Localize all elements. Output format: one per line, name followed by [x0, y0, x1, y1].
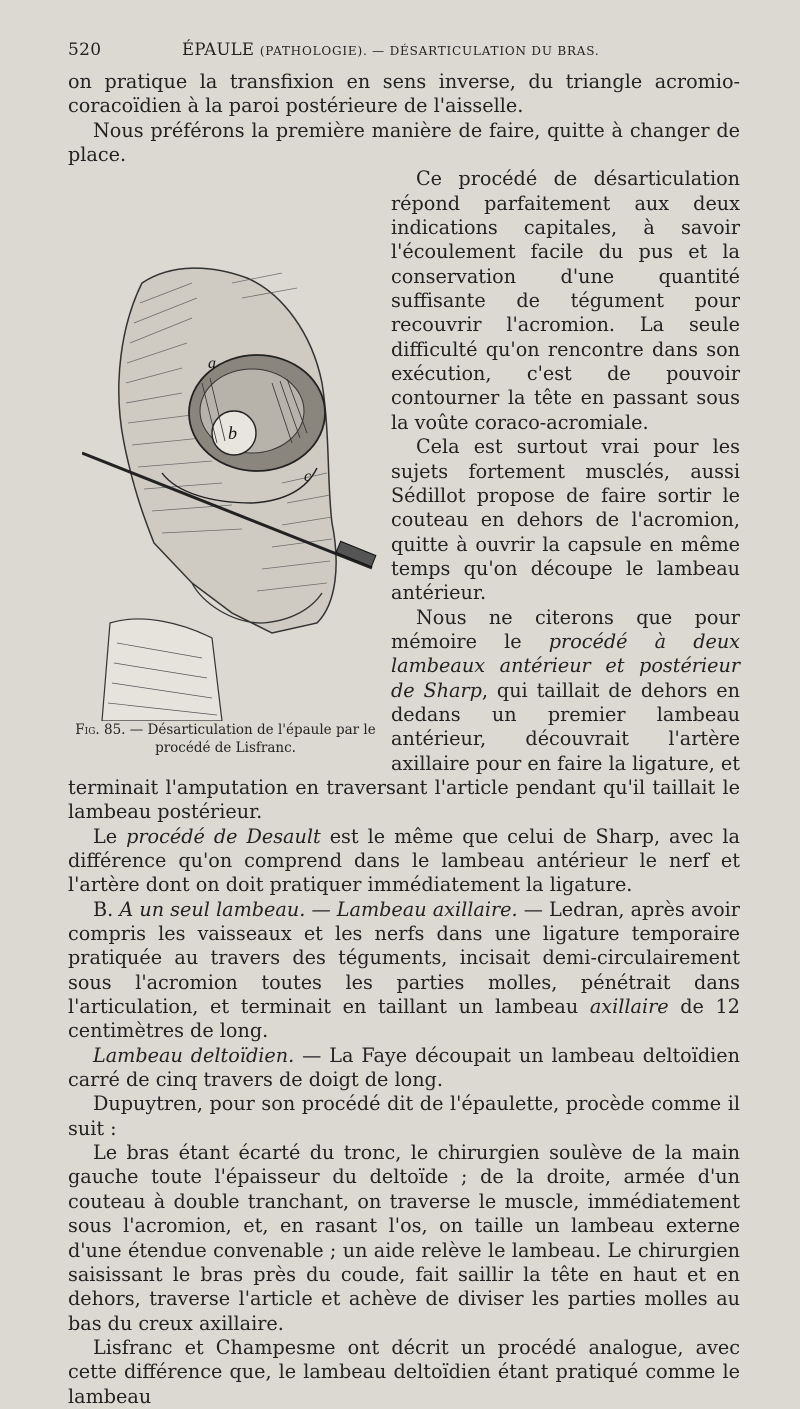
running-title-sub: (PATHOLOGIE). — DÉSARTICULATION DU BRAS. — [259, 44, 600, 58]
figure-label: Fig. 85. — [75, 722, 126, 739]
paragraph: Ce procédé de désarticulation répond parfaitement aux deux indications capitales, à savoir l'écoulement facile du pus et la conservation d'une quantité suffisante de tégument pour recouvrir l'acromion. La seule difficulté qu'on rencontre dans son exécution, c'est de pouvoir contourner la tête en passant sous la voûte coraco-acromiale. — [391, 167, 740, 434]
text-run: Le — [93, 824, 127, 848]
text-run: B. — [93, 897, 120, 921]
paragraph: Cela est surtout vrai pour les sujets fortement musclés, aussi Sédillot propose de faire sortir le couteau en dehors de l'acromion, quitte à ouvrir la capsule en même temps qu'on découpe le lambeau antérieur. — [391, 435, 740, 605]
page-number: 520 — [68, 40, 102, 60]
label-a: a — [208, 355, 216, 373]
text-run-italic: procédé à deux lambeaux antérieur et postérieur de Sharp — [391, 629, 741, 702]
text-run-italic: Lambeau deltoïdien. — [93, 1043, 295, 1067]
running-title — [182, 40, 599, 59]
label-b: b — [228, 423, 237, 444]
text-run: , qui taillait de dehors en dedans un premier lambeau antérieur, découvrait l'artère axillaire pour en faire la ligature, et terminait l'amputation en traversant l'article pendant qu'il taillait le lambeau postérieur. — [68, 678, 740, 824]
body-text — [68, 70, 740, 1409]
text-run: de 12 centimètres de long. — [68, 995, 740, 1043]
running-title-main: ÉPAULE — [182, 40, 255, 59]
text-run: — Ledran, après avoir compris les vaisseaux et les nerfs dans une ligature temporaire pratiquée au travers des téguments, incisait demi-circulairement sous l'acromion toutes les parties molles, pénétrait dans l'articulation, et terminait en taillant un lambeau — [68, 897, 740, 1019]
running-header — [68, 40, 740, 68]
paragraph: Le bras étant écarté du tronc, le chirurgien soulève de la main gauche toute l'épaisseur du deltoïde ; de la droite, armée d'un couteau à double tranchant, on traverse le muscle, immédiatement sous l'acromion, et, en rasant l'os, on taille un lambeau externe d'une étendue convenable ; un aide relève le lambeau. Le chirurgien saisissant le bras près du coude, fait saillir la tête en haut et en dehors, traverse l'article et achève de diviser les parties molles au bas du creux axillaire. — [68, 1141, 740, 1335]
label-c: c — [304, 468, 312, 486]
paragraph: Nous préférons la première manière de faire, quitte à changer de place. — [68, 118, 740, 167]
paragraph — [68, 825, 740, 898]
text-run: Nous ne citerons que pour mémoire le — [391, 605, 740, 653]
paragraph — [68, 898, 740, 1044]
figure-85 — [68, 167, 383, 759]
figure-caption-text: — Désarticulation de l'épaule par le procédé de Lisfranc. — [129, 722, 376, 757]
paragraph: on pratique la transfixion en sens inverse, du triangle acromio-coracoïdien à la paroi postérieure de l'aisselle. — [68, 70, 740, 118]
text-run: est le même que celui de Sharp, avec la différence qu'on comprend dans le lambeau antérieur le nerf et l'artère dont on doit pratiquer immédiatement la ligature. — [68, 824, 740, 897]
text-run-italic: procédé de Desault — [126, 824, 321, 848]
paragraph: Dupuytren, pour son procédé dit de l'épaulette, procède comme il suit : — [68, 1092, 740, 1140]
figure-caption — [68, 721, 383, 757]
text-run-italic: A un seul lambeau. — Lambeau axillaire. — [119, 897, 518, 921]
paragraph — [68, 1044, 740, 1093]
shoulder-illustration — [82, 183, 378, 721]
text-run-italic: axillaire — [589, 995, 669, 1019]
paragraph: Lisfranc et Champesme ont décrit un procédé analogue, avec cette différence que, le lambeau deltoïdien étant pratiqué comme le lambeau — [68, 1335, 740, 1408]
text-run: — La Faye découpait un lambeau deltoïdien carré de cinq travers de doigt de long. — [68, 1043, 740, 1092]
